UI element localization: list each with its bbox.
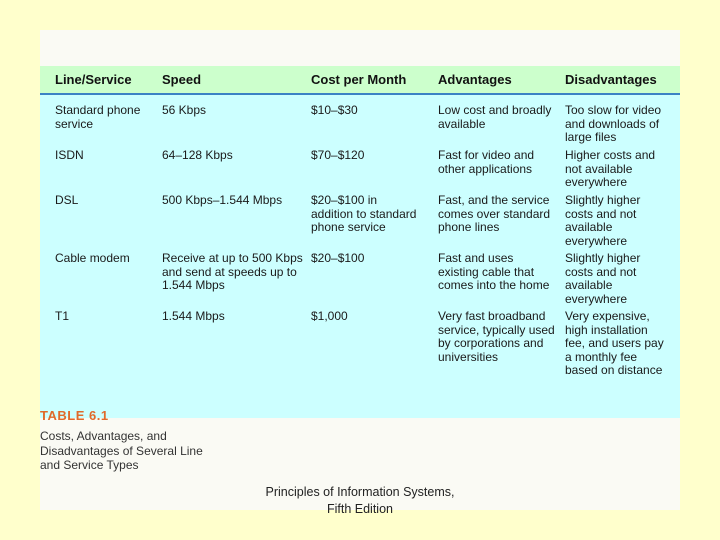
table-caption-text: Costs, Advantages, and Disadvantages of Several Line and Service Types: [40, 429, 203, 472]
table-cell: $70–$120: [311, 148, 365, 162]
slide-footer: Principles of Information Systems, Fifth Edition: [265, 485, 455, 516]
table-cell: 64–128 Kbps: [162, 148, 233, 162]
table-cell: DSL: [55, 193, 79, 207]
table-cell: $1,000: [311, 309, 348, 323]
table-cell: Fast for video and other applications: [438, 148, 535, 176]
table-cell: Very expensive, high installation fee, and users pay a monthly fee based on distance: [565, 309, 664, 377]
table-header-row: [40, 66, 680, 95]
table-cell: Higher costs and not available everywhere: [565, 148, 656, 189]
table-cell: $20–$100: [311, 251, 365, 265]
header-cost: Cost per Month: [311, 72, 407, 87]
table-cell: 500 Kbps–1.544 Mbps: [162, 193, 283, 207]
header-disadvantages: Disadvantages: [565, 72, 657, 87]
table-cell: Very fast broadband service, typically used by corporations and universities: [438, 309, 555, 364]
table-cell: Slightly higher costs and not available everywhere: [565, 251, 641, 306]
service-comparison-table: [40, 66, 680, 418]
header-line-service: Line/Service: [55, 72, 132, 87]
table-cell: T1: [55, 309, 70, 323]
table-cell: Too slow for video and downloads of large files: [565, 103, 662, 144]
table-cell: Fast, and the service comes over standard phone lines: [438, 193, 551, 234]
header-advantages: Advantages: [438, 72, 512, 87]
slide-page: [40, 30, 680, 510]
table-cell: Low cost and broadly available: [438, 103, 552, 131]
table-cell: Fast and uses existing cable that comes into the home: [438, 251, 550, 292]
table-cell: Cable modem: [55, 251, 130, 265]
table-cell: Slightly higher costs and not available everywhere: [565, 193, 641, 248]
table-cell: $20–$100 in addition to standard phone service: [311, 193, 417, 234]
table-cell: 56 Kbps: [162, 103, 207, 117]
table-cell: Receive at up to 500 Kbps and send at speeds up to 1.544 Mbps: [162, 251, 303, 292]
table-cell: $10–$30: [311, 103, 358, 117]
table-cell: 1.544 Mbps: [162, 309, 225, 323]
table-cell: ISDN: [55, 148, 84, 162]
header-speed: Speed: [162, 72, 202, 87]
table-cell: Standard phone service: [55, 103, 141, 131]
table-caption-label: TABLE 6.1: [40, 408, 109, 423]
